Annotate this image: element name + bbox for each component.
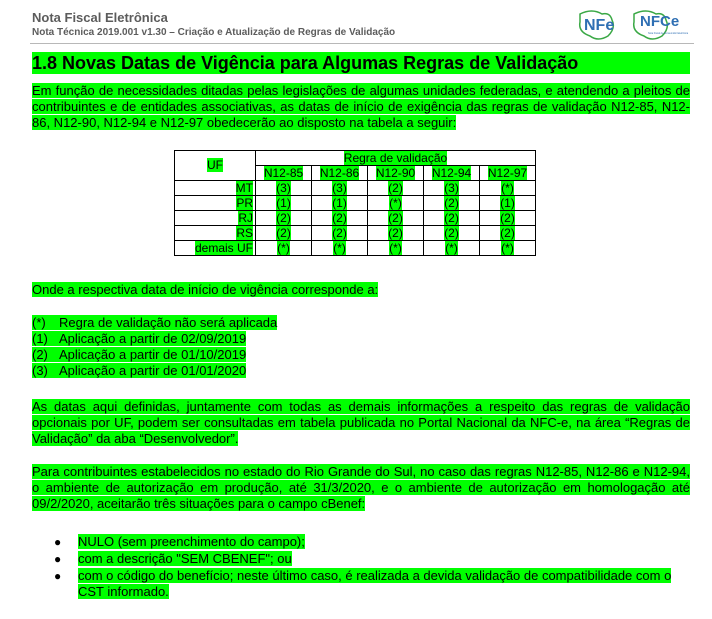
bullet-item: [54, 568, 694, 600]
table-row: [175, 181, 536, 196]
value-cell: (2): [312, 226, 368, 241]
bullet-text: com a descrição "SEM CBENEF"; ou: [78, 551, 292, 566]
value-cell: (*): [480, 181, 536, 196]
where-text: Onde a respectiva data de início de vigência corresponde a:: [32, 282, 379, 297]
uf-header: UF: [207, 158, 223, 172]
value-cell: (2): [256, 211, 312, 226]
value-cell: (1): [256, 196, 312, 211]
legend-text: Aplicação a partir de 02/09/2019: [59, 331, 247, 346]
column-header: N12-85: [256, 166, 312, 181]
column-header: N12-90: [368, 166, 424, 181]
legend-item: [32, 315, 277, 331]
document-subtitle: Nota Técnica 2019.001 v1.30 – Criação e Atualização de Regras de Validação: [32, 27, 396, 38]
nfe-nfce-logo: [572, 6, 692, 42]
intro-text: Em função de necessidades ditadas pelas legislações de algumas unidades federadas, e atendendo a pleitos de contribuintes e de entidades associativas, as datas de início de exigência das regras de validação N12-85, N12-86, N12-90, N12-94 e N12-97 obedecerão ao disposto na tabela a seguir:: [32, 83, 690, 130]
table-row: [175, 226, 536, 241]
rs-paragraph: [32, 464, 690, 512]
validation-rules-table: [174, 150, 536, 256]
header-divider: [30, 43, 694, 44]
bullet-text: com o código do benefício; neste último caso, é realizada a devida validação de compatibilidade com o CST informado.: [78, 568, 672, 599]
value-cell: (1): [480, 196, 536, 211]
table-row: [175, 241, 536, 256]
column-header: N12-86: [312, 166, 368, 181]
intro-paragraph: [32, 83, 690, 131]
value-cell: (3): [312, 181, 368, 196]
legend-text: Aplicação a partir de 01/10/2019: [59, 347, 247, 362]
bullet-item: [54, 534, 694, 550]
uf-cell: RJ: [175, 211, 256, 226]
document-title: Nota Fiscal Eletrônica: [32, 10, 168, 25]
legend-mark: (1): [32, 331, 48, 346]
value-cell: (3): [424, 181, 480, 196]
value-cell: (2): [424, 226, 480, 241]
uf-cell: MT: [175, 181, 256, 196]
value-cell: (*): [256, 241, 312, 256]
logo-nfce-text: NFCe: [640, 13, 680, 30]
value-cell: (2): [424, 196, 480, 211]
bullet-item: [54, 551, 694, 567]
logo-nfce-caption: Nota Fiscal de Consumidor Eletrônica: [648, 32, 689, 35]
uf-cell: demais UF: [175, 241, 256, 256]
uf-cell: PR: [175, 196, 256, 211]
legend-mark: (2): [32, 347, 48, 362]
section-heading: 1.8 Novas Datas de Vigência para Algumas Regras de Validação: [32, 52, 690, 74]
dates-paragraph: [32, 399, 690, 447]
bullet-icon: ●: [54, 569, 62, 583]
column-header: N12-94: [424, 166, 480, 181]
bullet-icon: ●: [54, 535, 62, 549]
legend-item: [32, 347, 246, 363]
rs-text: Para contribuintes estabelecidos no estado do Rio Grande do Sul, no caso das regras N12-85, N12-86 e N12-94, o ambiente de autorização em produção, até 31/3/2020, e o ambiente de autorização em homologação até 09/2/2020, aceitarão três situações para o campo cBenef:: [32, 464, 690, 511]
legend-text: Regra de validação não será aplicada: [59, 315, 278, 330]
value-cell: (2): [480, 226, 536, 241]
value-cell: (*): [312, 241, 368, 256]
bullet-icon: ●: [54, 552, 62, 566]
uf-cell: RS: [175, 226, 256, 241]
legend-text: Aplicação a partir de 01/01/2020: [59, 363, 247, 378]
logo-nfe-text: NFe: [584, 17, 615, 34]
value-cell: (1): [312, 196, 368, 211]
group-header: Regra de validação: [343, 150, 448, 165]
group-header-cell: [256, 151, 536, 166]
legend-mark: (*): [32, 315, 46, 330]
value-cell: (2): [480, 211, 536, 226]
dates-text: As datas aqui definidas, juntamente com todas as demais informações a respeito das regras de validação opcionais por UF, podem ser consultadas em tabela publicada no Portal Nacional da NFC-e, na área “Regras de Validação” da aba “Desenvolvedor”.: [32, 399, 690, 446]
value-cell: (2): [424, 211, 480, 226]
value-cell: (2): [256, 226, 312, 241]
value-cell: (*): [368, 241, 424, 256]
table-row: [175, 196, 536, 211]
legend-item: [32, 363, 246, 379]
bullet-text: NULO (sem preenchimento do campo);: [78, 534, 305, 549]
value-cell: (2): [368, 181, 424, 196]
table-row: [175, 211, 536, 226]
value-cell: (2): [312, 211, 368, 226]
legend-mark: (3): [32, 363, 48, 378]
value-cell: (3): [256, 181, 312, 196]
column-header: N12-97: [480, 166, 536, 181]
value-cell: (*): [480, 241, 536, 256]
value-cell: (*): [424, 241, 480, 256]
value-cell: (*): [368, 196, 424, 211]
value-cell: (2): [368, 226, 424, 241]
legend-item: [32, 331, 246, 347]
value-cell: (2): [368, 211, 424, 226]
where-paragraph: [32, 282, 690, 298]
uf-header-cell: [175, 151, 256, 181]
